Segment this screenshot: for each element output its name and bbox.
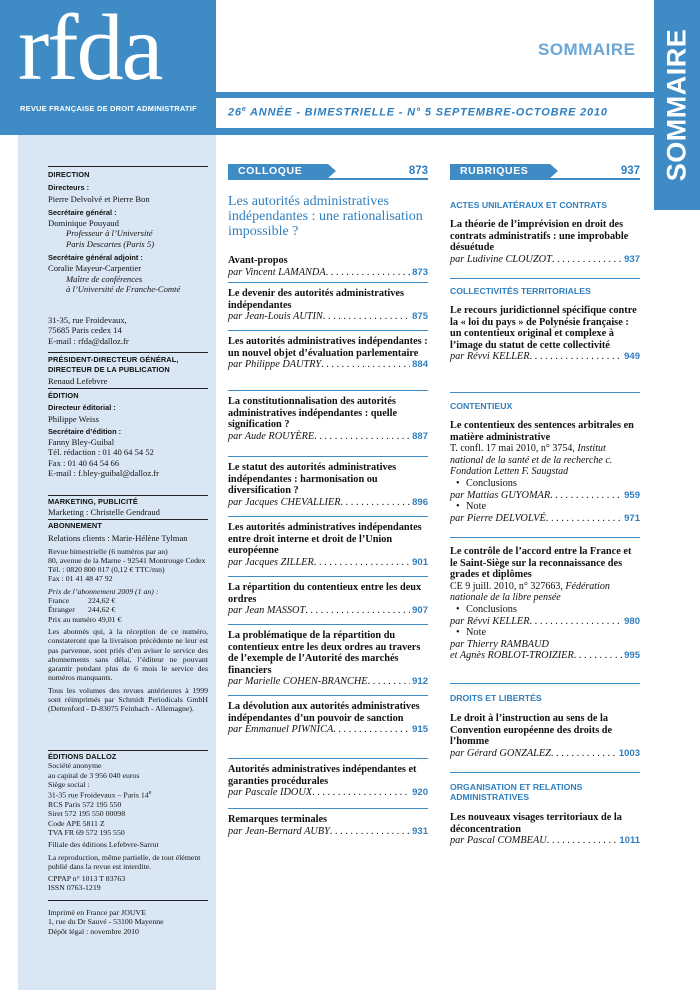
entry-author-line	[228, 724, 428, 736]
entry-author: par Jacques CHEVALLIER	[228, 496, 341, 508]
logo-block	[0, 0, 216, 125]
entry-title: Les nouveaux visages territoriaux de la déconcentration	[450, 812, 622, 835]
contentieux-entry-2	[450, 546, 640, 662]
entry-title: Le droit à l’instruction au sens de la Convention européenne des droits de l’homme	[450, 713, 613, 748]
entry-divider	[228, 330, 428, 331]
sommaire-side-tab	[654, 0, 700, 210]
entry-page: 971	[624, 512, 640, 524]
section-divider	[450, 772, 640, 773]
entry-author: par Marielle COHEN-BRANCHE	[228, 676, 368, 688]
section-actes-heading: ACTES UNILATÉRAUX ET CONTRATS	[450, 200, 608, 210]
actes-entry	[450, 219, 640, 265]
entry-author-line	[228, 267, 428, 279]
sommaire-heading: SOMMAIRE	[538, 40, 636, 59]
sidebar-imprint: Imprimé en France par JOUVE 1, rue du Dr Sauvé - 53100 Mayenne Dépôt légal : novembre 2010	[48, 908, 164, 936]
entry-author-line	[228, 676, 428, 688]
entry-divider	[228, 390, 428, 391]
sidebar-rule	[48, 750, 208, 751]
entry-page: 920	[412, 787, 428, 799]
rubriques-page: 937	[620, 165, 640, 177]
colloque-entry	[228, 582, 428, 617]
entry-divider	[228, 456, 428, 457]
colloque-entry	[228, 288, 428, 323]
colloque-tab: COLLOQUE	[228, 164, 328, 179]
rubriques-tab: RUBRIQUES	[450, 164, 550, 179]
entry-author-line	[228, 431, 428, 443]
entry-title: Les autorités administratives indépendantes : un nouvel objet d’évaluation parlementaire	[228, 336, 428, 359]
entry-page: 873	[412, 266, 428, 278]
entry-page: 884	[412, 359, 428, 371]
entry-title: La théorie de l’imprévision en droit des contrats administratifs : une improbable désuétude	[450, 219, 629, 254]
section-divider	[450, 537, 640, 538]
entry-title: Les autorités administratives indépendantes entre droit interne et droit de l’Union européenne	[228, 522, 422, 557]
entry-divider	[228, 282, 428, 283]
entry-title: Le contentieux des sentences arbitrales en matière administrative	[450, 420, 634, 443]
section-droits-heading: DROITS ET LIBERTÉS	[450, 693, 542, 703]
entry-page: 1003	[618, 747, 640, 759]
sidebar-rule	[48, 900, 208, 901]
entry-author-line	[228, 826, 428, 838]
entry-bullet-conclusions: • Conclusions	[450, 478, 640, 490]
entry-author: par Aude ROUYÈRE	[228, 430, 315, 442]
entry-author-line	[228, 359, 428, 371]
entry-title: Le recours juridictionnel spécifique contre la « loi du pays » de Polynésie française : un contentieux original et complexe à l’image du statut de cette collectivité	[450, 305, 637, 351]
rubriques-header-line	[450, 178, 640, 180]
logo-subtitle: REVUE FRANÇAISE DE DROIT ADMINISTRATIF	[20, 104, 197, 113]
colloque-entry	[228, 462, 428, 508]
section-contentieux-heading: CONTENTIEUX	[450, 401, 513, 411]
entry-page: 907	[412, 605, 428, 617]
colloque-entry	[228, 814, 428, 837]
entry-title: Avant-propos	[228, 255, 288, 266]
entry-author-line: par Révvi KELLER . . . 980	[450, 616, 640, 628]
entry-author-line: par Révvi KELLER . . . 949	[450, 351, 640, 363]
logo: rfda	[18, 0, 162, 100]
entry-title: La problématique de la répartition du contentieux entre les deux ordres au travers de l’exemple de l’Autorité des marchés financiers	[228, 630, 421, 676]
entry-author: par Vincent LAMANDA	[228, 266, 326, 278]
entry-author: par Jacques ZILLER	[228, 556, 314, 568]
entry-author: par Jean MASSOT	[228, 605, 306, 617]
entry-page: 949	[624, 351, 640, 363]
entry-page: 915	[412, 724, 428, 736]
section-divider	[450, 392, 640, 393]
entry-page: 912	[412, 676, 428, 688]
colloque-title: Les autorités administratives indépendantes : une rationalisation impossible ?	[228, 194, 423, 239]
entry-author: par Jean-Bernard AUBY	[228, 825, 330, 837]
sommaire-side-tab-label: SOMMAIRE	[661, 28, 692, 182]
section-divider	[450, 278, 640, 279]
entry-author: par Pascale IDOUX	[228, 787, 313, 799]
entry-title: La répartition du contentieux entre les deux ordres	[228, 582, 422, 605]
entry-author-line	[228, 497, 428, 509]
entry-author-line: par Gérard GONZALEZ . . . 1003	[450, 748, 640, 760]
entry-page: 995	[624, 650, 640, 662]
sidebar-direction: DIRECTION Directeurs : Pierre Delvolvé et Pierre Bon Secrétaire général : Dominique Pouyaud Professeur à l’Université Paris Descartes (Paris 5) Secrétaire général adjoint : Coralie Mayeur-Carpentier Maître de conférences à l’Université de Franche-Comté	[48, 170, 181, 294]
entry-author: par Jean-Louis AUTIN	[228, 311, 323, 323]
colloque-header-line	[228, 178, 428, 180]
entry-author-line: et Agnès ROBLOT-TROIZIER . . . 995	[450, 650, 640, 662]
sidebar-edition: ÉDITION Directeur éditorial : Philippe Weiss Secrétaire d’édition : Fanny Bley-Guibal Tél. rédaction : 01 40 64 54 52 Fax : 01 40 64 54 66 E-mail : f.bley-guibal@dalloz.fr	[48, 391, 160, 479]
entry-page: 887	[412, 430, 428, 442]
colloque-entry	[228, 764, 428, 799]
entry-page: 901	[412, 556, 428, 568]
colloque-entry	[228, 396, 428, 442]
entry-author: par Philippe DAUTRY	[228, 359, 322, 371]
colloque-entry	[228, 630, 428, 688]
entry-page: 1011	[619, 835, 640, 847]
entry-author: par Emmanuel PIWNICA	[228, 724, 334, 736]
entry-bullet-note: • Note	[450, 501, 640, 513]
entry-divider	[228, 808, 428, 809]
sidebar-abonnement: ABONNEMENT Relations clients : Marie-Hélène Tylman Revue bimestrielle (6 numéros par an) 80, avenue de la Marne - 92541 Montrouge Cedex Tél. : 0820 800 017 (0,12 € TTC/mn) Fax : 01 41 48 47 92 Prix de l’abonnement 2009 (1 an) : France 224,62 € Étranger 244,62 € Prix au numéro 49,01 € Les abonnés qui, à la réception de ce numéro, constateront que la livraison précédente ne leur est pas parvenue, sont priés d’en aviser le service des abonnements sans délai, l’éditeur ne pouvant garantir pendant plus de 6 mois le service des numéros manquants. Tous les volumes des revues antérieures à 1999 sont réimprimés par Schmidt Periodicals GmbH (Dettenford - D-83075 Feinbach - Allemagne).	[48, 521, 208, 714]
entry-divider	[228, 516, 428, 517]
entry-decision: T. confl. 17 mai 2010, n° 3754, Institut national de la santé et de la recherche c. Fondation Letten F. Saugstad	[450, 443, 613, 478]
entry-author-line: par Ludivine CLOUZOT . . . 937	[450, 254, 640, 266]
colloque-page: 873	[408, 165, 428, 177]
entry-author-line	[228, 605, 428, 617]
entry-author-line: par Thierry RAMBAUD	[450, 638, 549, 650]
entry-bullet-note: • Note	[450, 627, 640, 639]
entry-title: Le devenir des autorités administratives indépendantes	[228, 288, 404, 311]
sidebar-rule	[48, 388, 208, 389]
entry-title: Remarques terminales	[228, 814, 328, 825]
entry-page: 896	[412, 496, 428, 508]
entry-author-line: par Mattias GUYOMAR . . . 959	[450, 490, 640, 502]
entry-page: 959	[624, 489, 640, 501]
sidebar-rule	[48, 166, 208, 167]
entry-page: 937	[624, 253, 640, 265]
entry-page: 931	[412, 825, 428, 837]
entry-author-line	[228, 311, 428, 323]
droits-entry	[450, 713, 640, 759]
entry-page: 875	[412, 311, 428, 323]
entry-author-line: par Pascal COMBEAU . . . 1011	[450, 835, 640, 847]
section-divider	[450, 683, 640, 684]
colloque-entry	[228, 336, 428, 371]
colloque-entry	[228, 255, 428, 278]
entry-title: Autorités administratives indépendantes et garanties procédurales	[228, 764, 417, 787]
colloque-header	[228, 164, 428, 179]
entry-author-line	[228, 557, 428, 569]
section-organisation-heading: ORGANISATION ET RELATIONS ADMINISTRATIVES	[450, 782, 583, 802]
section-collectivites-heading: COLLECTIVITÉS TERRITORIALES	[450, 286, 591, 296]
issue-line: 26e ANNÉE - BIMESTRIELLE - N° 5 SEPTEMBRE-OCTOBRE 2010	[228, 106, 608, 119]
organisation-entry	[450, 812, 640, 847]
entry-divider	[228, 695, 428, 696]
sidebar-pdg: PRÉSIDENT-DIRECTEUR GÉNÉRAL, DIRECTEUR DE LA PUBLICATION Renaud Lefebvre	[48, 355, 179, 386]
collectivites-entry	[450, 305, 640, 363]
entry-title: Le statut des autorités administratives indépendantes : harmonisation ou diversification ?	[228, 462, 397, 497]
colloque-entry	[228, 522, 428, 568]
sidebar-rule	[48, 519, 208, 520]
entry-title: Le contrôle de l’accord entre la France et le Saint-Siège sur la reconnaissance des grades et diplômes	[450, 546, 632, 581]
entry-page: 980	[624, 615, 640, 627]
sidebar-rule	[48, 352, 208, 353]
sidebar-address: 31-35, rue Froidevaux, 75685 Paris cedex 14 E-mail : rfda@dalloz.fr	[48, 315, 129, 346]
sidebar-rule	[48, 495, 208, 496]
entry-decision: CE 9 juill. 2010, n° 327663, Fédération nationale de la libre pensée	[450, 580, 610, 604]
colloque-entry	[228, 701, 428, 736]
entry-author-line: par Pierre DELVOLVÉ . . . 971	[450, 513, 640, 525]
entry-title: La dévolution aux autorités administratives indépendantes d’un pouvoir de sanction	[228, 701, 420, 724]
sidebar-marketing: MARKETING, PUBLICITÉ Marketing : Christelle Gendraud	[48, 497, 160, 518]
sidebar-editions-dalloz: ÉDITIONS DALLOZ Société anonyme au capital de 3 956 040 euros Siège social : 31-35 rue Froidevaux – Paris 14e RCS Paris 572 195 550 Siret 572 195 550 00098 Code APE 5811 Z TVA FR 69 572 195 550 Filiale des éditions Lefebvre-Sarrut La reproduction, même partielle, de tout élément publié dans la revue est interdite. CPPAP n° 1013 T 83763 ISSN 0763-1219	[48, 752, 201, 893]
entry-bullet-conclusions: • Conclusions	[450, 604, 640, 616]
entry-divider	[228, 758, 428, 759]
entry-divider	[228, 624, 428, 625]
entry-title: La constitutionnalisation des autorités administratives indépendantes : quelle signification ?	[228, 396, 398, 431]
contentieux-entry-1	[450, 420, 640, 524]
entry-author-line	[228, 787, 428, 799]
rubriques-header	[450, 164, 640, 179]
entry-divider	[228, 576, 428, 577]
